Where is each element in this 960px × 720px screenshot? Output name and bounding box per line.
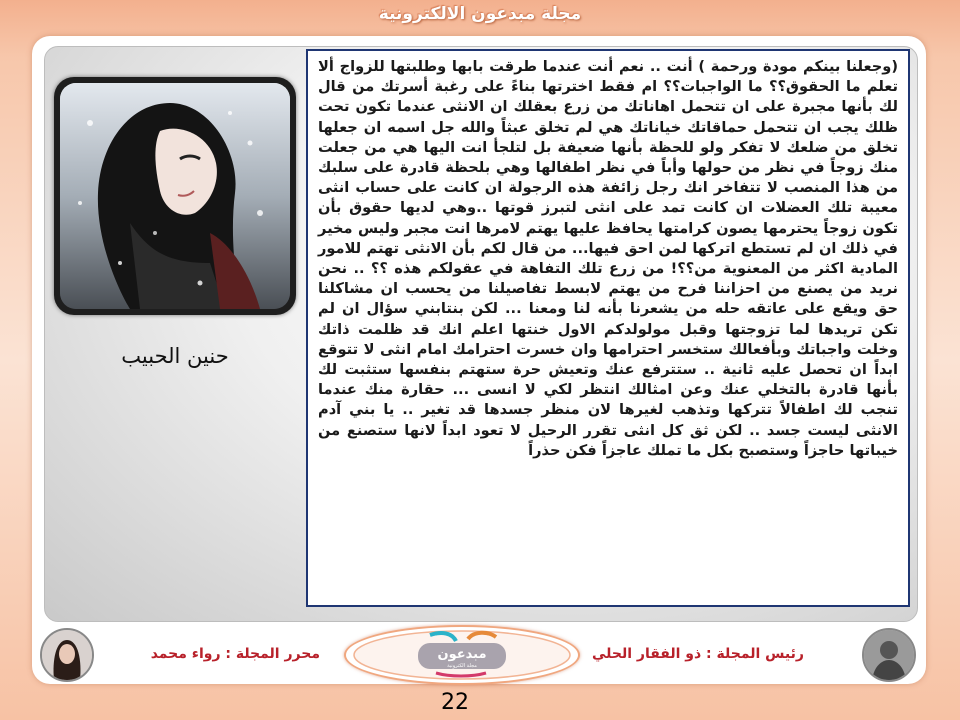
- magazine-logo: [344, 625, 580, 685]
- editor-portrait-icon: [42, 630, 92, 680]
- author-photo: [60, 83, 290, 309]
- logo-title: مبدعون: [437, 647, 487, 662]
- editor-credit: محرر المجلة : رواء محمد: [150, 646, 320, 662]
- chief-avatar: [862, 628, 916, 682]
- author-name: حنين الحبيب: [121, 344, 229, 368]
- logo-badge-icon: [346, 627, 578, 683]
- article-box: [306, 49, 910, 607]
- chief-portrait-icon: [864, 630, 914, 680]
- logo-subtitle: مجلة الكترونية: [447, 663, 477, 669]
- page-number: 22: [441, 690, 469, 715]
- article-body: (وجعلنا بينكم مودة ورحمة ) أنت .. نعم أنت عندما طرقت بابها وطلبتها للزواج ألا تعلم ما الحقوق؟؟ ما الواجبات؟؟ ام فقط اخترتها بناءً على رغبة أسرتك من قال لك بأنها مجبرة على ان تتحمل اهاناتك من زرع بعقلك ان الانثى عندما تكون تحت ظلك يجب ان تتحمل حماقاتك خياناتك هي لم تخلق عبثاً والله جل اسمه ان جعلها تخلق من ضلعك لا تفكر ولو للحظة بأنها ضعيفة بل لتلجأ انت اليها هي من جعلت منك زوجاً في نظر من حولها وأباً في نظر اطفالها وهي بلحظة قادرة على سلبك من هذا المنصب لا تتفاخر انك رجل زائفة هذه الرجولة ان كانت على حساب انثى معيبة تلك العضلات ان كانت تمد على انثى لتبرز قوتها ..وهي لديها حقوق بأن تكون زوجاً يحترمها يصون كرامتها يحافظ عليها يهتم لامرها انت مجبر وليس مخير في ذلك ان لم تستطع اتركها لمن احق فيها... من قال لكم بأن الانثى تهتم للامور المادية اكثر من المعنوية من؟؟! من زرع تلك التفاهة في عقولكم هذه ؟؟ .. نحن نريد من يصنع من احزاننا فرح من يهتم لابسط تفاصيلنا من يحسب ان مشاكلنا حق ويقع على عاتقه حله من يشعرنا بأنه لنا ومعنا ... لكن بنتابني سؤال ان لم تكن تريدها لما تزوجتها وقبل مولولدكم الاول خنتها اعلم انك قد ظلمت ذاتك وخلت واجباتك وبأفعالك ستخسر احترامها وان خسرت احترامك امام انثى لا تتوقع ابداً ان تحصل عليه ثانية .. ستترفع عنك وتعيش حرة ستهتم بنفسها ستثبت لك بأنها قادرة بالتخلي عنك وعن امثالك انتظر لكي لا انسى ... حقارة منك عندما تنجب لك اطفالاً تتركها وتذهب لغيرها لان منظر جسدها قد تغير .. يا بني آدم الانثى ليست جسد .. لكن ثق كل انثى تقرر الرحيل لا تعود ابداً لانها ستصنع من خيباتها حاجزاً وستصبح بكل ما تملك عاجزاً فكن حذراً: [318, 58, 898, 459]
- magazine-masthead: مجلة مبدعون الالكترونية: [378, 4, 582, 24]
- author-photo-frame: [54, 77, 296, 315]
- chief-credit: رئيس المجلة : ذو الفقار الحلي: [592, 646, 804, 662]
- editor-avatar: [40, 628, 94, 682]
- anime-girl-illustration: [60, 83, 290, 309]
